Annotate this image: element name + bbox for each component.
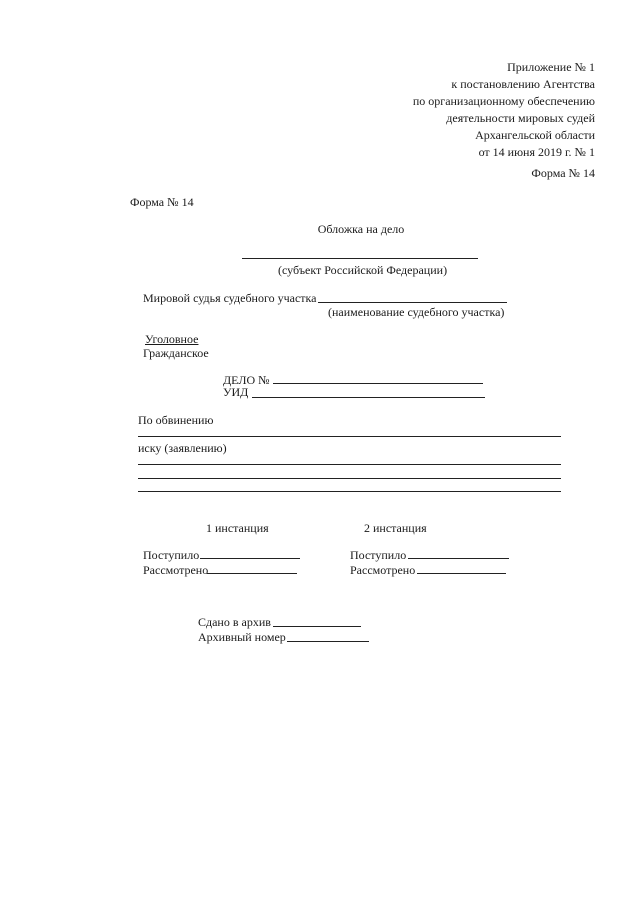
instance-2-reviewed-label: Рассмотрено bbox=[350, 563, 416, 577]
case-type-criminal: Уголовное bbox=[145, 332, 199, 346]
instance-2-received-line bbox=[408, 558, 509, 559]
claim-line-1 bbox=[138, 464, 561, 465]
instance-1-title: 1 инстанция bbox=[206, 521, 269, 535]
archive-number-label: Архивный номер bbox=[198, 630, 286, 644]
uid-line bbox=[252, 397, 485, 398]
archive-submitted-label: Сдано в архив bbox=[198, 615, 271, 629]
accusation-label: По обвинению bbox=[138, 413, 214, 427]
instance-1-reviewed-line bbox=[207, 573, 297, 574]
uid-label: УИД bbox=[223, 385, 249, 399]
form-number-right: Форма № 14 bbox=[531, 166, 595, 180]
annex-line-4: деятельности мировых судей bbox=[446, 111, 595, 125]
judge-section-line bbox=[318, 302, 507, 303]
case-number-label: ДЕЛО № bbox=[223, 373, 270, 387]
archive-submitted-line bbox=[273, 626, 361, 627]
subject-caption: (субъект Российской Федерации) bbox=[278, 263, 448, 277]
instance-1-received-line bbox=[200, 558, 300, 559]
instance-2-received-label: Поступило bbox=[350, 548, 407, 562]
section-caption: (наименование судебного участка) bbox=[328, 305, 505, 319]
annex-line-1: Приложение № 1 bbox=[507, 60, 595, 74]
instance-1-received-label: Поступило bbox=[143, 548, 200, 562]
claim-line-2 bbox=[138, 478, 561, 479]
judge-label: Мировой судья судебного участка bbox=[143, 291, 317, 305]
annex-line-5: Архангельской области bbox=[475, 128, 595, 142]
archive-number-line bbox=[287, 641, 369, 642]
subject-line bbox=[242, 258, 478, 259]
instance-2-reviewed-line bbox=[417, 573, 506, 574]
claim-label: иску (заявлению) bbox=[138, 441, 227, 455]
annex-line-2: к постановлению Агентства bbox=[451, 77, 595, 91]
page-title: Обложка на дело bbox=[317, 222, 405, 236]
accusation-line bbox=[138, 436, 561, 437]
annex-line-6: от 14 июня 2019 г. № 1 bbox=[478, 145, 595, 159]
claim-line-3 bbox=[138, 491, 561, 492]
instance-2-title: 2 инстанция bbox=[364, 521, 427, 535]
case-type-civil: Гражданское bbox=[143, 346, 209, 360]
case-number-line bbox=[273, 383, 483, 384]
annex-line-3: по организационному обеспечению bbox=[412, 94, 595, 108]
instance-1-reviewed-label: Рассмотрено bbox=[143, 563, 209, 577]
form-number-left: Форма № 14 bbox=[130, 195, 194, 209]
